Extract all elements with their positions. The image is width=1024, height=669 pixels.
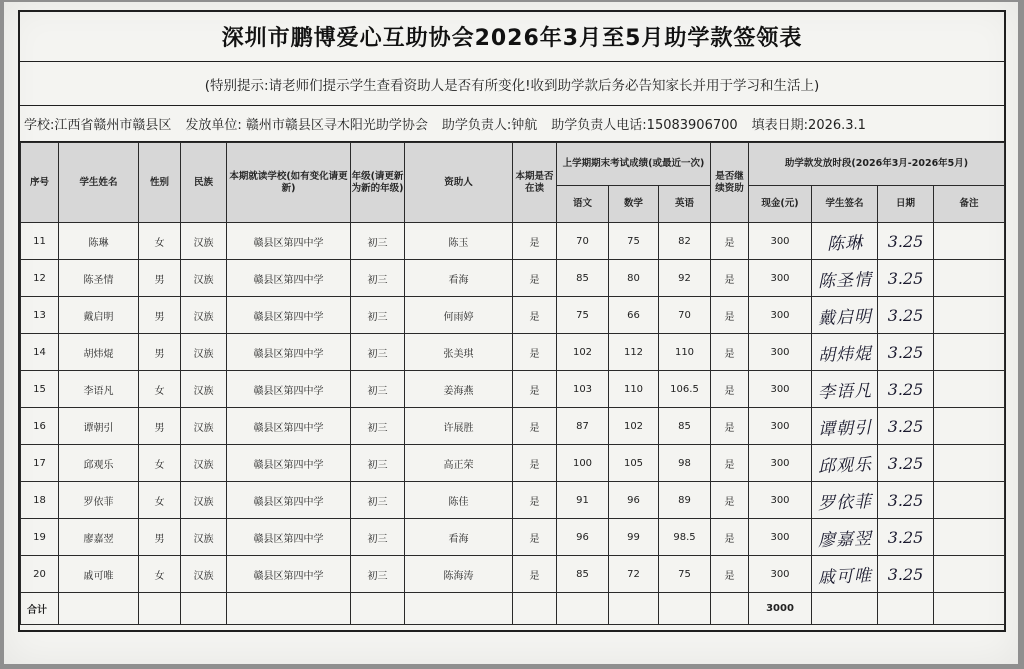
school-info: 学校:江西省赣州市赣县区 <box>24 118 172 133</box>
cell-english: 82 <box>659 223 711 260</box>
cell-math: 80 <box>609 260 659 297</box>
cell-math: 105 <box>609 445 659 482</box>
handwritten-signature: 戚可唯 <box>817 565 872 588</box>
cell-date <box>878 334 934 371</box>
cell-chinese: 85 <box>557 556 609 593</box>
cell-gender: 女 <box>139 482 181 519</box>
col-chinese: 语文 <box>557 186 609 223</box>
date-info: 填表日期:2026.3.1 <box>751 118 866 133</box>
cell-sponsor: 何雨婷 <box>405 297 513 334</box>
cell-index: 18 <box>21 482 59 519</box>
cell-school: 赣县区第四中学 <box>227 334 351 371</box>
empty-cell <box>513 593 557 625</box>
cell-chinese: 102 <box>557 334 609 371</box>
cell-cash: 300 <box>749 445 812 482</box>
empty-cell <box>139 593 181 625</box>
cell-cash: 300 <box>749 260 812 297</box>
cell-signature <box>812 556 878 593</box>
cell-signature <box>812 519 878 556</box>
form-frame <box>18 10 1006 632</box>
cell-ethnicity: 汉族 <box>181 482 227 519</box>
manager-info: 助学负责人:钟航 <box>441 118 538 133</box>
cell-date <box>878 297 934 334</box>
empty-cell <box>812 593 878 625</box>
cell-enrolled: 是 <box>513 260 557 297</box>
cell-gender: 男 <box>139 408 181 445</box>
cell-school: 赣县区第四中学 <box>227 223 351 260</box>
cell-signature <box>812 260 878 297</box>
empty-cell <box>59 593 139 625</box>
cell-english: 92 <box>659 260 711 297</box>
col-signature: 学生签名 <box>812 186 878 223</box>
cell-math: 75 <box>609 223 659 260</box>
cell-sponsor: 陈海涛 <box>405 556 513 593</box>
cell-sponsor: 陈玉 <box>405 223 513 260</box>
cell-index: 14 <box>21 334 59 371</box>
cell-gender: 男 <box>139 519 181 556</box>
cell-remark <box>934 223 1005 260</box>
cell-sponsor: 高正荣 <box>405 445 513 482</box>
cell-ethnicity: 汉族 <box>181 556 227 593</box>
cell-chinese: 87 <box>557 408 609 445</box>
cell-remark <box>934 371 1005 408</box>
cell-sponsor: 姜海燕 <box>405 371 513 408</box>
handwritten-date: 3.25 <box>887 268 924 288</box>
special-notice: (特别提示:请老师们提示学生查看资助人是否有所变化!收到助学款后务必告知家长并用于学习和生活上) <box>20 62 1004 106</box>
cell-math: 110 <box>609 371 659 408</box>
cell-english: 98.5 <box>659 519 711 556</box>
cell-sponsor: 看海 <box>405 519 513 556</box>
cell-gender: 女 <box>139 371 181 408</box>
col-grade: 年级(请更新为新的年级) <box>351 143 405 223</box>
cell-grade: 初三 <box>351 260 405 297</box>
cell-cash: 300 <box>749 334 812 371</box>
col-continue: 是否继续资助 <box>711 143 749 223</box>
cell-school: 赣县区第四中学 <box>227 260 351 297</box>
cell-ethnicity: 汉族 <box>181 445 227 482</box>
cell-remark <box>934 556 1005 593</box>
cell-grade: 初三 <box>351 482 405 519</box>
col-english: 英语 <box>659 186 711 223</box>
cell-signature <box>812 408 878 445</box>
empty-cell <box>659 593 711 625</box>
table-row <box>21 408 1005 445</box>
cell-gender: 男 <box>139 297 181 334</box>
cell-remark <box>934 482 1005 519</box>
handwritten-signature: 戴启明 <box>817 306 872 329</box>
cell-school: 赣县区第四中学 <box>227 519 351 556</box>
empty-cell <box>557 593 609 625</box>
cell-math: 72 <box>609 556 659 593</box>
handwritten-signature: 陈琳 <box>826 232 863 255</box>
paper-sheet <box>4 2 1018 664</box>
cell-signature <box>812 445 878 482</box>
cell-remark <box>934 519 1005 556</box>
cell-signature <box>812 371 878 408</box>
cell-math: 99 <box>609 519 659 556</box>
col-date: 日期 <box>878 186 934 223</box>
cell-school: 赣县区第四中学 <box>227 408 351 445</box>
cell-sponsor: 许展胜 <box>405 408 513 445</box>
cell-ethnicity: 汉族 <box>181 408 227 445</box>
cell-grade: 初三 <box>351 371 405 408</box>
cell-math: 112 <box>609 334 659 371</box>
cell-index: 12 <box>21 260 59 297</box>
phone-info: 助学负责人电话:15083906700 <box>551 118 738 133</box>
cell-english: 89 <box>659 482 711 519</box>
cell-enrolled: 是 <box>513 556 557 593</box>
handwritten-date: 3.25 <box>887 342 924 362</box>
handwritten-signature: 邱观乐 <box>817 454 872 477</box>
handwritten-signature: 陈圣情 <box>817 269 872 292</box>
cell-chinese: 70 <box>557 223 609 260</box>
cell-remark <box>934 260 1005 297</box>
cell-gender: 女 <box>139 445 181 482</box>
handwritten-date: 3.25 <box>887 490 924 510</box>
cell-grade: 初三 <box>351 408 405 445</box>
col-gender: 性别 <box>139 143 181 223</box>
total-label: 合计 <box>21 593 59 625</box>
table-row <box>21 519 1005 556</box>
col-remark: 备注 <box>934 186 1005 223</box>
cell-math: 96 <box>609 482 659 519</box>
cell-ethnicity: 汉族 <box>181 260 227 297</box>
cell-enrolled: 是 <box>513 371 557 408</box>
handwritten-signature: 谭朝引 <box>817 417 872 440</box>
cell-name: 陈琳 <box>59 223 139 260</box>
cell-grade: 初三 <box>351 445 405 482</box>
col-index: 序号 <box>21 143 59 223</box>
cell-index: 19 <box>21 519 59 556</box>
empty-cell <box>934 593 1005 625</box>
form-title: 深圳市鹏博爱心互助协会2026年3月至5月助学款签领表 <box>20 12 1004 62</box>
cell-date <box>878 519 934 556</box>
cell-enrolled: 是 <box>513 334 557 371</box>
cell-english: 85 <box>659 408 711 445</box>
col-scores: 上学期期末考试成绩(或最近一次) <box>557 143 711 186</box>
cell-index: 15 <box>21 371 59 408</box>
cell-remark <box>934 297 1005 334</box>
cell-remark <box>934 334 1005 371</box>
cell-continue: 是 <box>711 482 749 519</box>
cell-continue: 是 <box>711 556 749 593</box>
cell-sponsor: 看海 <box>405 260 513 297</box>
cell-gender: 男 <box>139 260 181 297</box>
empty-cell <box>711 593 749 625</box>
cell-ethnicity: 汉族 <box>181 371 227 408</box>
cell-signature <box>812 297 878 334</box>
cell-continue: 是 <box>711 260 749 297</box>
cell-name: 陈圣情 <box>59 260 139 297</box>
cell-cash: 300 <box>749 371 812 408</box>
cell-index: 11 <box>21 223 59 260</box>
cell-index: 13 <box>21 297 59 334</box>
cell-enrolled: 是 <box>513 519 557 556</box>
cell-date <box>878 260 934 297</box>
cell-english: 70 <box>659 297 711 334</box>
empty-cell <box>351 593 405 625</box>
cell-cash: 300 <box>749 482 812 519</box>
cell-chinese: 100 <box>557 445 609 482</box>
cell-date <box>878 371 934 408</box>
table-row <box>21 223 1005 260</box>
cell-chinese: 91 <box>557 482 609 519</box>
cell-math: 66 <box>609 297 659 334</box>
cell-name: 胡炜焜 <box>59 334 139 371</box>
cell-signature <box>812 334 878 371</box>
cell-enrolled: 是 <box>513 297 557 334</box>
cell-chinese: 103 <box>557 371 609 408</box>
handwritten-date: 3.25 <box>887 379 924 399</box>
cell-english: 106.5 <box>659 371 711 408</box>
cell-grade: 初三 <box>351 223 405 260</box>
total-row <box>21 593 1005 625</box>
table-row <box>21 445 1005 482</box>
cell-math: 102 <box>609 408 659 445</box>
empty-cell <box>181 593 227 625</box>
cell-continue: 是 <box>711 371 749 408</box>
cell-school: 赣县区第四中学 <box>227 297 351 334</box>
cell-sponsor: 张美琪 <box>405 334 513 371</box>
cell-ethnicity: 汉族 <box>181 223 227 260</box>
student-table <box>20 142 1005 625</box>
col-school: 本期就读学校(如有变化请更新) <box>227 143 351 223</box>
info-line <box>20 106 1004 142</box>
cell-name: 邱观乐 <box>59 445 139 482</box>
cell-cash: 300 <box>749 519 812 556</box>
col-cash: 现金(元) <box>749 186 812 223</box>
cell-english: 110 <box>659 334 711 371</box>
handwritten-date: 3.25 <box>887 305 924 325</box>
cell-continue: 是 <box>711 297 749 334</box>
cell-date <box>878 556 934 593</box>
handwritten-signature: 廖嘉翌 <box>817 528 872 551</box>
cell-gender: 女 <box>139 556 181 593</box>
cell-continue: 是 <box>711 334 749 371</box>
cell-enrolled: 是 <box>513 408 557 445</box>
cell-name: 戴启明 <box>59 297 139 334</box>
col-enrolled: 本期是否在读 <box>513 143 557 223</box>
cell-grade: 初三 <box>351 334 405 371</box>
cell-school: 赣县区第四中学 <box>227 556 351 593</box>
cell-continue: 是 <box>711 519 749 556</box>
cell-remark <box>934 445 1005 482</box>
cell-continue: 是 <box>711 223 749 260</box>
cell-chinese: 96 <box>557 519 609 556</box>
cell-ethnicity: 汉族 <box>181 297 227 334</box>
cell-name: 罗依菲 <box>59 482 139 519</box>
cell-index: 16 <box>21 408 59 445</box>
cell-grade: 初三 <box>351 556 405 593</box>
table-row <box>21 482 1005 519</box>
cell-chinese: 75 <box>557 297 609 334</box>
cell-date <box>878 445 934 482</box>
cell-cash: 300 <box>749 408 812 445</box>
cell-grade: 初三 <box>351 297 405 334</box>
cell-remark <box>934 408 1005 445</box>
table-row <box>21 556 1005 593</box>
empty-cell <box>227 593 351 625</box>
table-body <box>21 223 1005 625</box>
cell-enrolled: 是 <box>513 482 557 519</box>
cell-enrolled: 是 <box>513 445 557 482</box>
cell-gender: 男 <box>139 334 181 371</box>
cell-ethnicity: 汉族 <box>181 334 227 371</box>
cell-school: 赣县区第四中学 <box>227 445 351 482</box>
handwritten-signature: 李语凡 <box>817 380 872 403</box>
cell-school: 赣县区第四中学 <box>227 371 351 408</box>
header-row-1 <box>21 143 1005 186</box>
cell-cash: 300 <box>749 556 812 593</box>
table-row <box>21 371 1005 408</box>
cell-index: 20 <box>21 556 59 593</box>
cell-name: 戚可唯 <box>59 556 139 593</box>
cell-continue: 是 <box>711 445 749 482</box>
cell-gender: 女 <box>139 223 181 260</box>
cell-name: 谭朝引 <box>59 408 139 445</box>
cell-cash: 300 <box>749 297 812 334</box>
cell-school: 赣县区第四中学 <box>227 482 351 519</box>
handwritten-signature: 罗依菲 <box>817 491 872 514</box>
cell-sponsor: 陈佳 <box>405 482 513 519</box>
cell-ethnicity: 汉族 <box>181 519 227 556</box>
table-row <box>21 297 1005 334</box>
cell-enrolled: 是 <box>513 223 557 260</box>
handwritten-signature: 胡炜焜 <box>817 343 872 366</box>
handwritten-date: 3.25 <box>887 231 924 251</box>
col-name: 学生姓名 <box>59 143 139 223</box>
cell-english: 98 <box>659 445 711 482</box>
cell-date <box>878 408 934 445</box>
cell-cash: 300 <box>749 223 812 260</box>
handwritten-date: 3.25 <box>887 564 924 584</box>
cell-signature <box>812 223 878 260</box>
table-row <box>21 260 1005 297</box>
cell-index: 17 <box>21 445 59 482</box>
col-ethnicity: 民族 <box>181 143 227 223</box>
handwritten-date: 3.25 <box>887 527 924 547</box>
table-row <box>21 334 1005 371</box>
cell-chinese: 85 <box>557 260 609 297</box>
col-sponsor: 资助人 <box>405 143 513 223</box>
handwritten-date: 3.25 <box>887 453 924 473</box>
col-math: 数学 <box>609 186 659 223</box>
handwritten-date: 3.25 <box>887 416 924 436</box>
empty-cell <box>609 593 659 625</box>
cell-continue: 是 <box>711 408 749 445</box>
col-period: 助学款发放时段(2026年3月-2026年5月) <box>749 143 1005 186</box>
cell-signature <box>812 482 878 519</box>
cell-name: 廖嘉翌 <box>59 519 139 556</box>
issuer-info: 发放单位: 赣州市赣县区寻木阳光助学协会 <box>185 118 428 133</box>
empty-cell <box>405 593 513 625</box>
cell-english: 75 <box>659 556 711 593</box>
empty-cell <box>878 593 934 625</box>
cell-date <box>878 223 934 260</box>
total-cash: 3000 <box>749 593 812 625</box>
cell-name: 李语凡 <box>59 371 139 408</box>
cell-grade: 初三 <box>351 519 405 556</box>
cell-date <box>878 482 934 519</box>
